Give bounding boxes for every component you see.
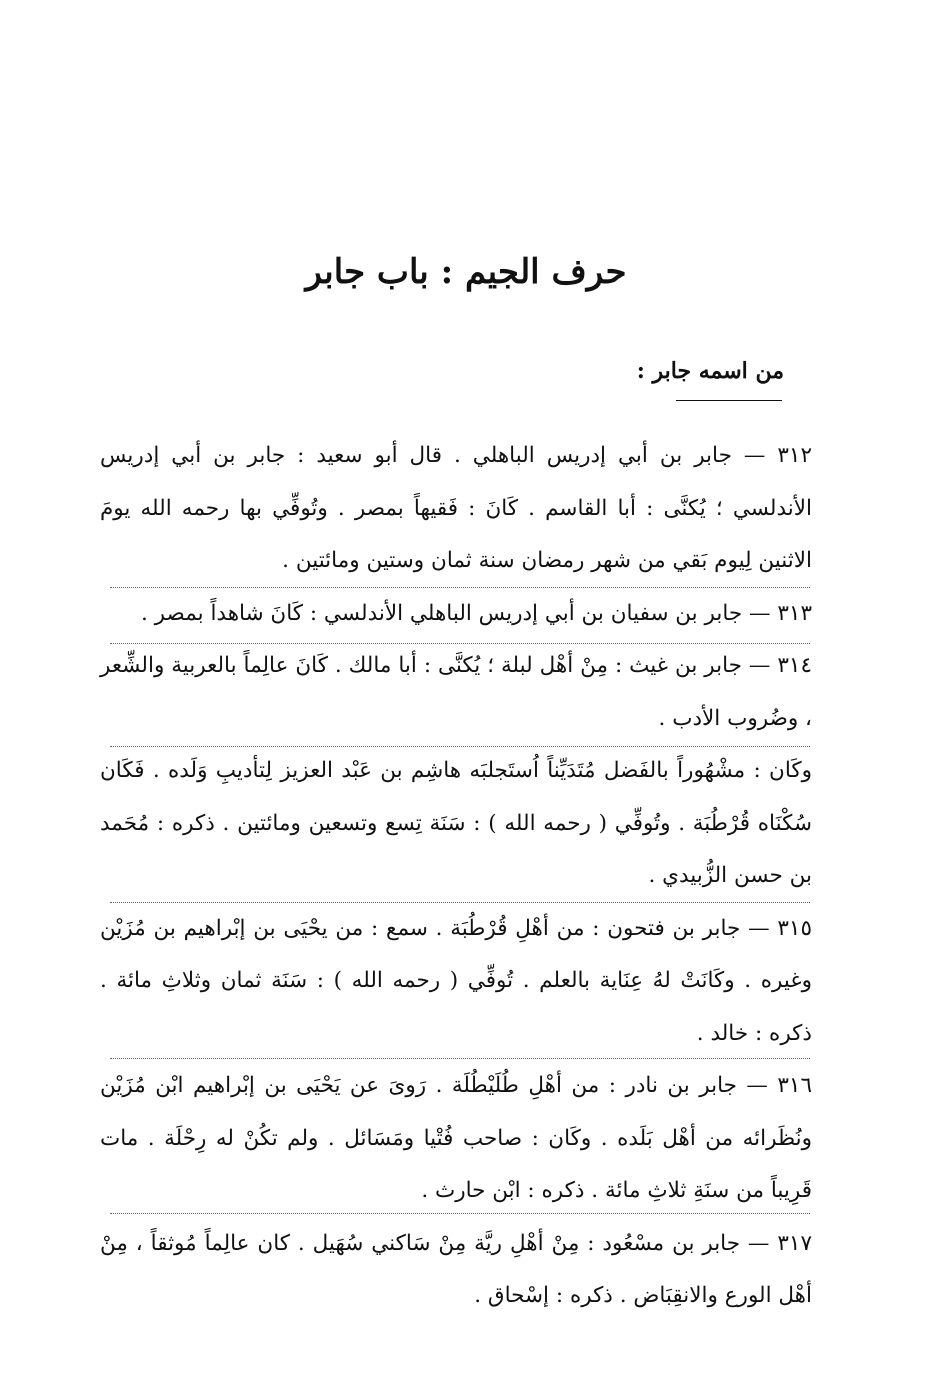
entries-body xyxy=(100,430,812,1323)
heading-underline xyxy=(676,400,782,401)
entry-313: ٣١٣ — جابر بن سفيان بن أبي إدريس الباهلي الأندلسي : كَانَ شاهداً بمصر . xyxy=(141,600,812,626)
entry-316: ٣١٦ — جابر بن نادر : من أهْلِ طُلَيْطُلَة . رَوىَ عن يَحْيَى بن إبْراهيم ابْن مُزَيْن ونُظَرائه من أهْل بَلَده . وكَان : صاحب فُتْيا ومَسَائل . ولم تكُنْ له رِحْلَة . مات قَرِيباً من سنَةِ ثلاثِ مائة . ذكره : ابْن حارث . xyxy=(100,1073,812,1203)
separator-line xyxy=(110,902,810,903)
separator-line xyxy=(110,1213,810,1214)
entry-312: ٣١٢ — جابر بن أبي إدريس الباهلي . قال أبو سعيد : جابر بن أبي إدريس الأندلسي ؛ يُكنَّى : أبا القاسم . كَانَ : فَقيهاً بمصر . وتُوفِّي بها رحمه الله يومَ الاثنين لِيوم بَقي من شهر رمضان سنة ثمان وستين ومائتين . xyxy=(100,443,812,573)
entry-315: ٣١٥ — جابر بن فتحون : من أهْلِ قُرْطُبَة . سمع : من يحْيَى بن إبْراهيم بن مُزَيْن وغيره . وكَانَتْ لهُ عِنَاية بالعلم . تُوفِّي ( رحمه الله ) : سَنَة ثمان وثلاثِ مائة . ذكره : خالد . xyxy=(100,915,812,1046)
section-heading: من اسمه جابر : xyxy=(636,358,784,384)
separator-line xyxy=(110,587,810,588)
separator-line xyxy=(110,746,810,747)
entry-317: ٣١٧ — جابر بن مسْعُود : مِنْ أهْلِ ريَّة مِنْ سَاكني سُهَيل . كان عالِماً مُوثقاً ، مِنْ أهْل الورع والانقِبَاض . ذكره : إسْحاق . xyxy=(100,1230,812,1308)
separator-line xyxy=(110,1058,810,1059)
page-title: حرف الجيم : باب جابر xyxy=(305,252,627,292)
entry-314: ٣١٤ — جابر بن غيث : مِنْ أهْل لبلة ؛ يُكنَّى : أبا مالك . كَانَ عالِماً بالعربية والشِّعر ، وضُروب الأدب . xyxy=(100,653,812,731)
separator-line xyxy=(110,643,810,644)
entry-314-continued: وكَان : مشْهُوراً بالفَضل مُتَدَيِّناً اُستَجلبَه هاشِم بن عَبْد العزيز لِتأديبِ وَلَده . فَكَان سُكْنَاه قُرْطُبَة . وتُوفِّي ( رحمه الله ) : سَنَة تِسع وتسعين ومائتين . ذكره : مُحَمد بن حسن الزُّبيدي . xyxy=(100,758,812,888)
